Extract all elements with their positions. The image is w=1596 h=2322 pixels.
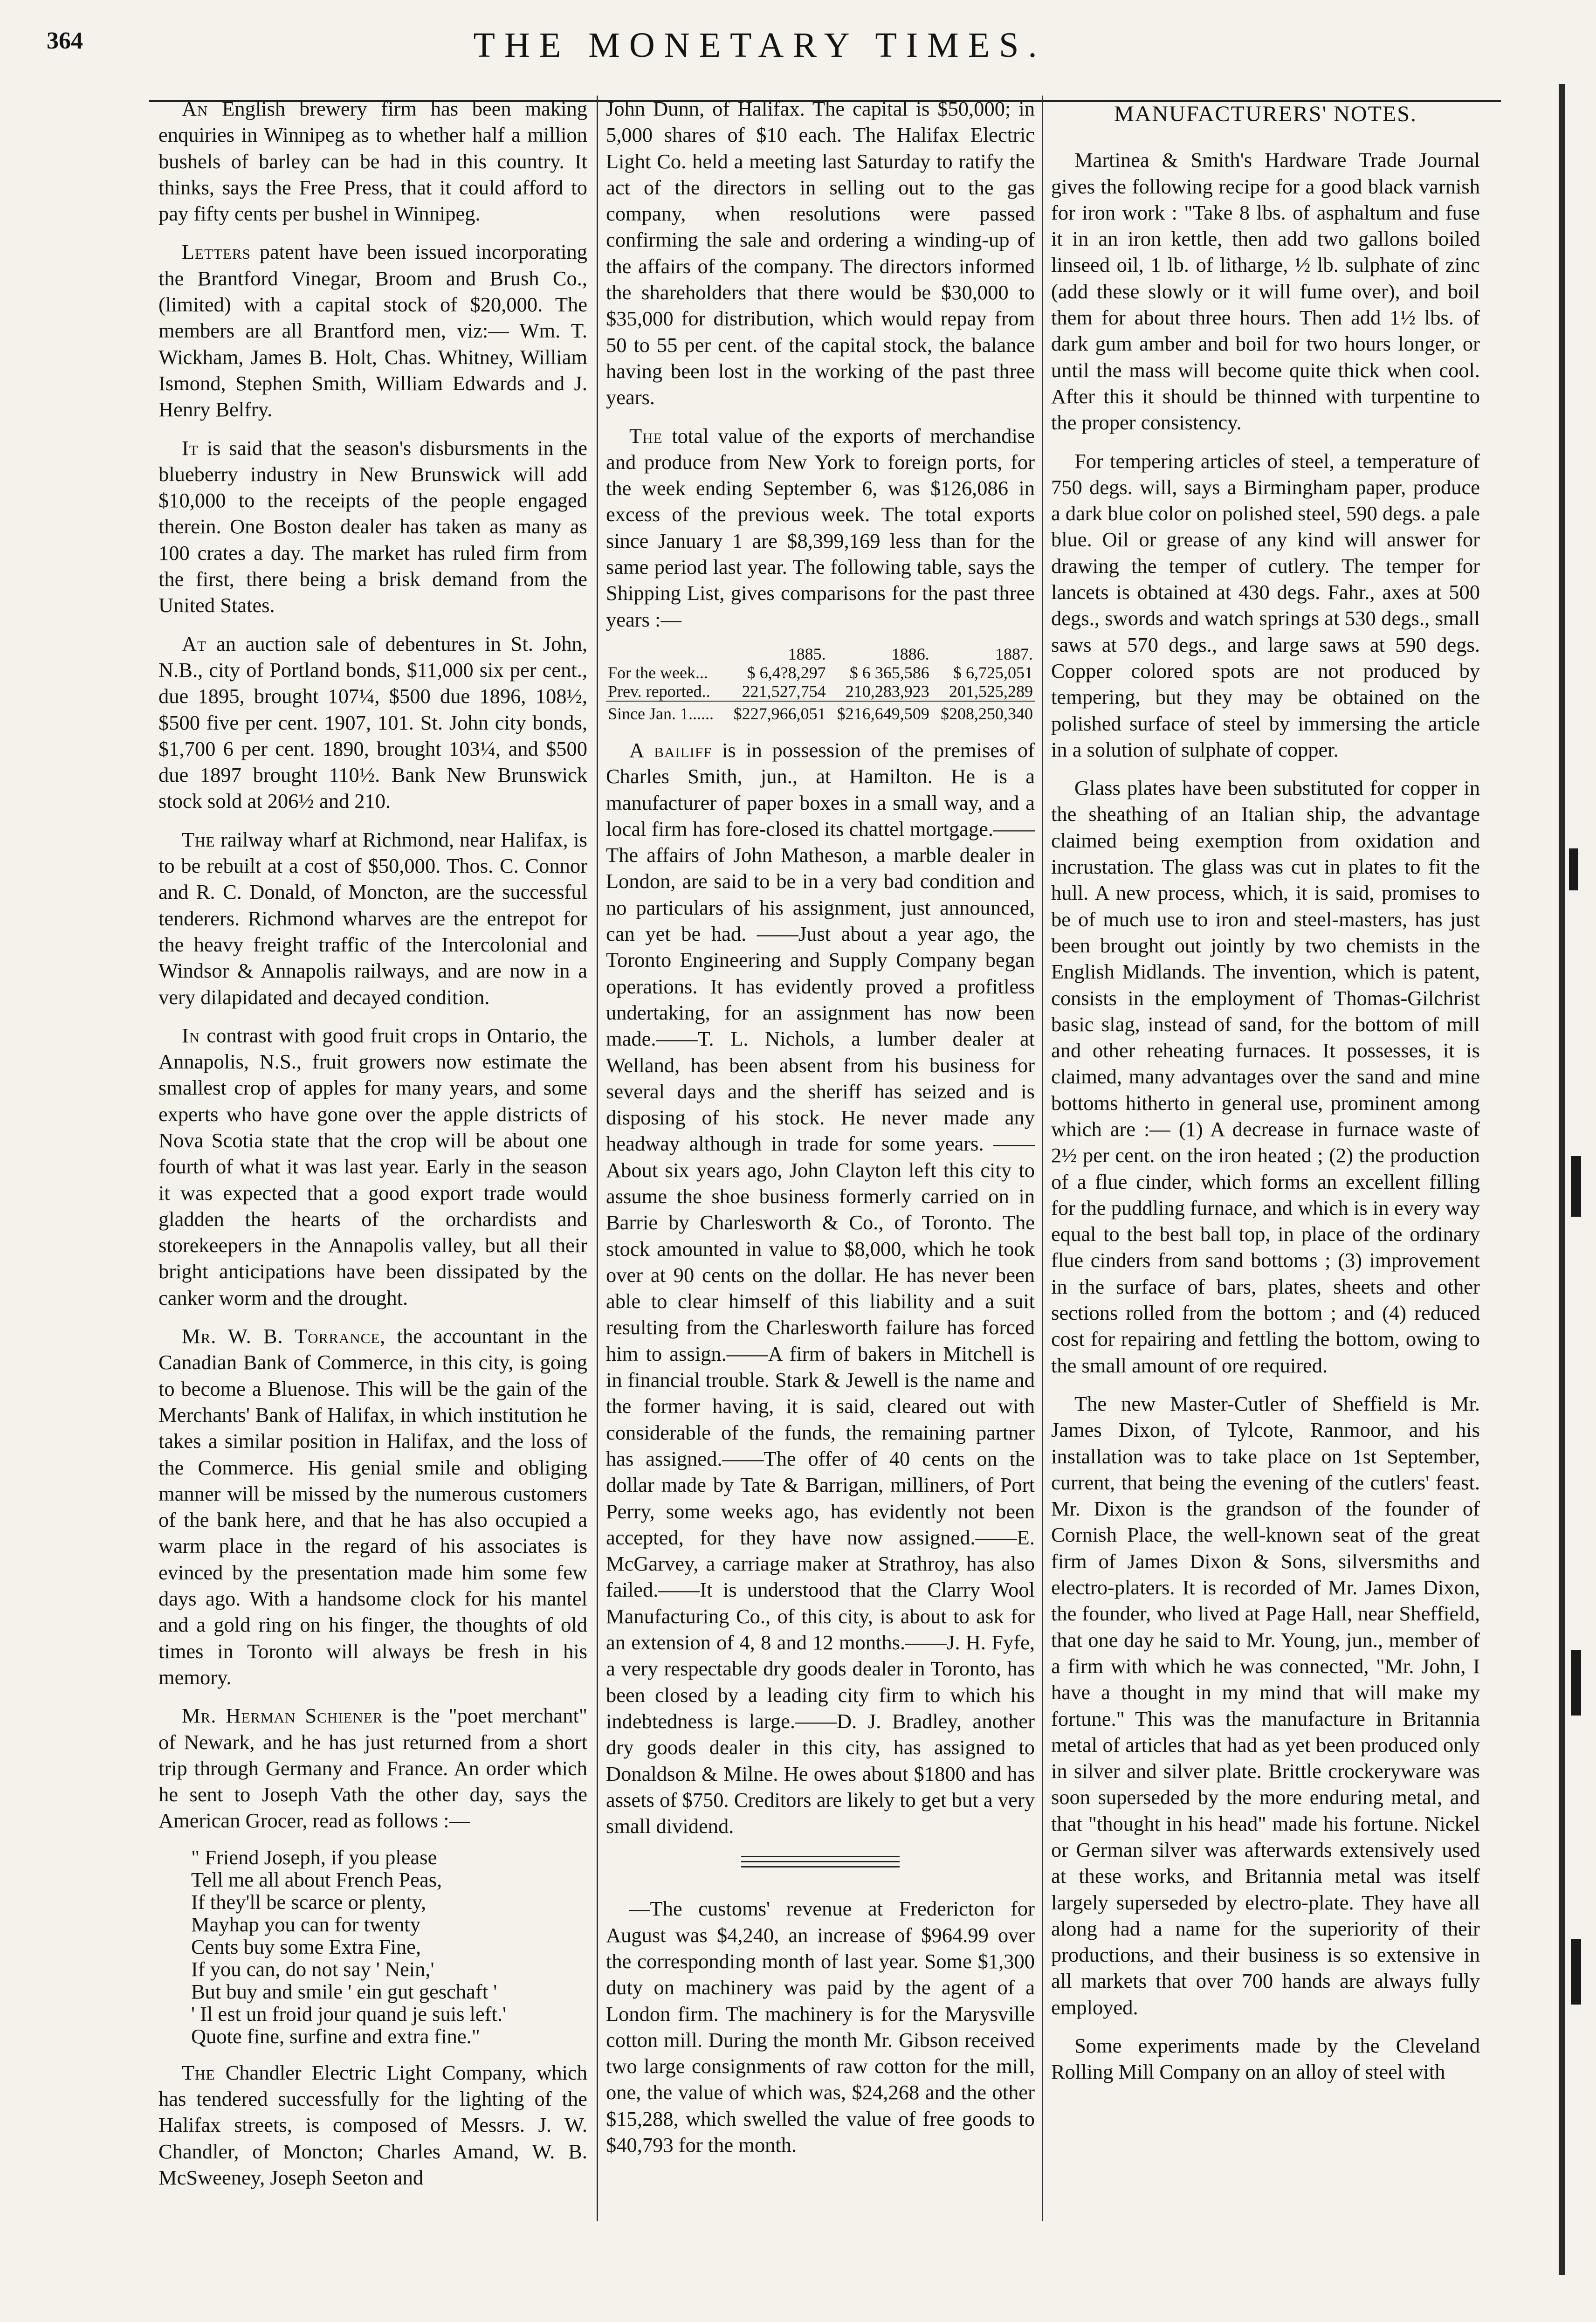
table-row — [606, 663, 1035, 682]
exports-table — [606, 645, 1035, 723]
paragraph — [158, 1022, 587, 1311]
masthead: THE MONETARY TIMES. — [473, 26, 1046, 65]
paragraph: —The customs' revenue at Fredericton for August was $4,240, an increase of $964.99 over the corresponding month of last year. Some $1,300 duty on machinery was paid by the agent of a London firm. The machinery is for the Marysville cotton mill. During the month Mr. Gibson received two large consignments of raw cotton for the mill, one, the value of which was, $24,268 and the other $15,288, which swelled the value of free goods to $40,793 for the month. — [606, 1897, 1035, 2157]
paragraph-text: is in possession of the premises of Charles Smith, jun., at Hamilton. He is a manufacturer of paper boxes in a small way, and a local firm has fore-closed its chattel mortgage.——The affairs of John Matheson, a marble dealer in London, are said to be in a very bad condition and no particulars of his assignment, just announced, can yet be had. ——Just about a year ago, the Toronto Engineering and Supply Company began operations. It has evidently proved a profitless undertaking, for an assignment has now been made.——T. L. Nichols, a lumber dealer at Welland, has been absent from his business for several days and the sheriff has seized and is disposing of his stock. He never made any headway although in trade for some years. ——About six years ago, John Clayton left this city to assume the shoe business formerly carried on in Barrie by Charlesworth & Co., of Toronto. The stock amounted in value to $8,000, which he took over at 90 cents on the dollar. He has never been able to clear himself of this liability and a suit resulting from the Charlesworth failure has forced him to assign.——A firm of bakers in Mitchell is in financial trouble. Stark & Jewell is the name and the former having, it is said, cleared out with considerable of the funds, the remaining partner has assigned.——The offer of 40 cents on the dollar made by Tate & Barrigan, milliners, of Port Perry, some weeks ago, has evidently not been accepted, for they have now assigned.——E. McGarvey, a carriage maker at Strathroy, has also failed.——It is understood that the Clarry Wool Manufacturing Co., of this city, is about to ask for an extension of 4, 8 and 12 months.——J. H. Fyfe, a very respectable dry goods dealer in Toronto, has been closed by a leading city firm to which his indebtedness is large.——D. J. Bradley, another dry goods dealer in this city, has assigned to Donaldson & Milne. He owes about $1800 and has assets of $750. Creditors are likely to get but a very small dividend. — [606, 738, 1035, 1838]
poem-line: ' Il est un froid jour quand je suis left.' — [191, 2002, 506, 2026]
year-header: 1885. — [788, 644, 826, 663]
section-title: MANUFACTURERS' NOTES. — [1114, 102, 1417, 126]
paragraph — [158, 435, 587, 619]
column-divider — [597, 96, 598, 2221]
lead-word: The — [182, 827, 215, 851]
paragraph-text: patent have been issued incorporating the Brantford Vinegar, Broom and Brush Co., (limited) with a capital stock of $20,000. The members are all Brantford men, viz:— Wm. T. Wickham, James B. Holt, Chas. Whitney, William Ismond, Stephen Smith, William Edwards and J. Henry Belfry. — [158, 240, 587, 421]
edge-fragment — [1571, 1939, 1581, 2005]
poem — [191, 1846, 587, 2047]
table-row — [606, 682, 1035, 701]
paragraph — [158, 631, 587, 814]
table-total-row — [606, 701, 1035, 723]
row-label: For the week... — [608, 663, 708, 682]
paragraph: Martinea & Smith's Hardware Trade Journal gives the following recipe for a good black varnish for iron work : "Take 8 lbs. of asphaltum and fuse it in an iron kettle, then add two gallons boiled linseed oil, 1 lb. of litharge, ½ lb. sulphate of zinc (add these slowly or it will fume over), and boil them for about three hours. Then add 1½ lbs. of dark gum amber and boil for two hours longer, or until the mass will become quite thick when cool. After this it should be thinned with turpentine to the proper consistency. — [1051, 148, 1480, 434]
table-header-row — [606, 645, 1035, 663]
table-cell: 221,527,754 — [742, 682, 826, 701]
column-right — [1051, 96, 1480, 2097]
page-number: 364 — [47, 28, 83, 54]
poem-line: Mayhap you can for twenty — [191, 1912, 420, 1936]
lead-word: It — [182, 436, 199, 460]
poem-line: If they'll be scarce or plenty, — [191, 1890, 427, 1914]
row-label: Prev. reported.. — [608, 682, 710, 701]
table-cell: $ 6,4?8,297 — [747, 663, 826, 682]
paragraph-text: the accountant in the Canadian Bank of Commerce, in this city, is going to become a Bluenose. This will be the gain of the Merchants' Bank of Halifax, in which institution he takes a similar position in Halifax, and the loss of the Commerce. His genial smile and obliging manner will be missed by the numerous customers of the bank here, and that he has also occupied a warm place in the regard of his associates is evinced by the presentation made him some few days ago. With a handsome clock for his mantel and a gold ring on his finger, the thoughts of old times in Toronto will always be fresh in his memory. — [158, 1324, 587, 1689]
paragraph: The new Master-Cutler of Sheffield is Mr. James Dixon, of Tylcote, Ranmoor, and his installation was to take place on 1st September, current, that being the evening of the cutlers' feast. Mr. Dixon is the grandson of the founder of Cornish Place, the well-known seat of the great firm of James Dixon & Sons, silversmiths and electro-platers. It is recorded of Mr. James Dixon, the founder, who lived at Page Hall, near Sheffield, that one day he said to Mr. Young, jun., member of a firm with which he was connected, "Mr. John, I have a thought in my mind that will make my fortune." This was the manufacture in Britannia metal of articles that had as yet been produced only in silver and silver plate. Brittle crockeryware was soon superseded by the more enduring metal, and that "thought in his head" made his fortune. Nickel or German silver was afterwards extensively used at these works, and Britannia metal was itself largely superseded by electro-plate. They have all along had a name for the superiority of their productions, and their business is so extensive in all markets that over 700 hands are always fully employed. — [1051, 1392, 1480, 2019]
year-header: 1887. — [995, 644, 1033, 663]
paragraph — [158, 1323, 587, 1690]
table-cell: 201,525,289 — [949, 682, 1033, 701]
paragraph — [158, 2060, 587, 2191]
lead-word: An — [182, 97, 208, 120]
paragraph: John Dunn, of Halifax. The capital is $50,000; in 5,000 shares of $10 each. The Halifax Electric Light Co. held a meeting last Saturday to ratify the act of the directors in selling out to the gas company, when resolutions were passed confirming the sale and ordering a winding-up of the affairs of the company. The directors informed the shareholders that there would be $30,000 to $35,000 for distribution, which would repay from 50 to 55 per cent. of the capital stock, the balance having been lost in the working of the past three years. — [606, 97, 1035, 409]
scan-edge — [1526, 84, 1596, 2275]
row-label: Since Jan. 1...... — [606, 701, 724, 723]
table-cell: $227,966,051 — [724, 701, 827, 723]
lead-word: Mr. Herman Schiener — [182, 1704, 383, 1728]
page-header — [47, 27, 1473, 69]
paragraph: For tempering articles of steel, a temperature of 750 degs. will, says a Birmingham paper, produce a dark blue color on polished steel, 590 degs. a pale blue. Oil or grease of any kind will answer for drawing the temper of cutlery. The temper for lancets is obtained at 430 degs. Fahr., axes at 500 degs., swords and watch springs at 530 degs., small saws at 570 degs., and large saws at 590 degs. Copper colored spots are not produced by tempering, but they may be obtained on the polished surface of steel by immersing the article in a solution of sulphate of copper. — [1051, 449, 1480, 761]
paragraph — [606, 423, 1035, 633]
lead-word: A bailiff — [629, 738, 712, 762]
column-middle — [606, 96, 1035, 2170]
paragraph — [606, 737, 1035, 1839]
poem-line: If you can, do not say ' Nein,' — [191, 1957, 434, 1981]
paragraph — [158, 1702, 587, 1833]
paragraph-text: is the "poet merchant" of Newark, and he has just returned from a short trip through Germany and France. An order which he sent to Joseph Vath the other day, says the American Grocer, read as follows :— — [158, 1704, 588, 1833]
edge-fragment — [1571, 1156, 1581, 1217]
lead-word: At — [182, 632, 207, 655]
table-cell: $208,250,340 — [931, 701, 1035, 723]
section-separator — [741, 1856, 900, 1867]
column-divider — [1042, 96, 1043, 2221]
paragraph-text: Chandler Electric Light Company, which has tendered successfully for the lighting of the Halifax streets, is composed of Messrs. J. W. Chandler, of Moncton; Charles Amand, W. B. McSweeney, Joseph Seeton and — [158, 2060, 587, 2189]
table-cell: $216,649,509 — [828, 701, 931, 723]
lead-word: In — [182, 1023, 200, 1047]
edge-fragment — [1571, 1650, 1581, 1716]
poem-line: But buy and smile ' ein gut geschaft ' — [191, 1979, 497, 2003]
table-cell: 210,283,923 — [845, 682, 929, 701]
lead-word: The — [629, 424, 663, 448]
edge-fragment — [1569, 848, 1578, 890]
lead-word: Letters — [182, 240, 251, 264]
paragraph-text: contrast with good fruit crops in Ontario, the Annapolis, N.S., fruit growers now estimate the smallest crop of apples for many years, and some experts who have gone over the apple districts of Nova Scotia state that the crop will be about one fourth of what it was last year. Early in the season it was expected that a good export trade would gladden the hearts of the orchardists and storekeepers in the Annapolis valley, but all their bright anticipations have been dissipated by the canker worm and the drought. — [158, 1023, 587, 1309]
table-cell: $ 6,725,051 — [953, 663, 1033, 682]
year-header: 1886. — [891, 644, 929, 663]
table-corner — [606, 645, 724, 663]
paragraph-text: total value of the exports of merchandise and produce from New York to foreign ports, for the week ending September 6, was $126,086 in excess of the previous week. The total exports since January 1 are $8,399,169 less than for the same period last year. The following table, says the Shipping List, gives comparisons for the past three years :— — [606, 424, 1035, 631]
paragraph-text: railway wharf at Richmond, near Halifax, is to be rebuilt at a cost of $50,000. Thos. C. Connor and R. C. Donald, of Moncton, are the successful tenderers. Richmond wharves are the entrepot for the heavy freight traffic of the Intercolonial and Windsor & Annapolis railways, and are now in a very dilapidated and decayed condition. — [158, 827, 587, 1009]
paragraph: Some experiments made by the Cleveland Rolling Mill Company on an alloy of steel with — [1051, 2034, 1480, 2084]
poem-line: Cents buy some Extra Fine, — [191, 1935, 421, 1958]
paragraph-text: an auction sale of debentures in St. John, N.B., city of Portland bonds, $11,000 six per cent., due 1895, brought 107¼, $500 due 1896, 108½, $500 five per cent. 1907, 101. St. John city bonds, $1,700 6 per cent. 1890, brought 103¼, and $500 due 1897 brought 110½. Bank New Brunswick stock sold at 206½ and 210. — [158, 632, 587, 813]
poem-line: Tell me all about French Peas, — [191, 1867, 442, 1891]
paragraph: Glass plates have been substituted for copper in the sheathing of an Italian ship, the advantage claimed being exemption from oxidation and incrustation. The glass was cut in plates to fit the hull. A new process, which, it is said, promises to be of much use to iron and steel-masters, has just been brought out jointly by two chemists in the English Midlands. The invention, which is patent, consists in the employment of Thomas-Gilchrist basic slag, instead of sand, for the bottom of mill and other reheating furnaces. It possesses, it is claimed, many advantages over the sand and mine bottoms hitherto in general use, prominent among which are :— (1) A decrease in furnace waste of 2½ per cent. on the iron heated ; (2) the production of a flue cinder, which forms an excellent filling for the puddling furnace, and which is in every way equal to the best ball top, in place of the ordinary flue cinders from sand bottoms ; (3) improvement in the surface of bars, plates, sheets and other sections rolled from the bottom ; and (4) reduced cost for repairing and fettling the bottom, owing to the small amount of ore required. — [1051, 776, 1480, 1377]
lead-word: The — [182, 2060, 215, 2084]
poem-line: Quote fine, surfine and extra fine." — [191, 2024, 480, 2048]
binding-edge — [1559, 84, 1565, 2275]
column-left — [158, 96, 587, 2203]
lead-word: Mr. W. B. Torrance, — [182, 1324, 386, 1348]
paragraph — [158, 96, 587, 227]
paragraph — [158, 239, 587, 422]
paragraph-text: English brewery firm has been making enquiries in Winnipeg as to whether half a million bushels of barley can be had in this country. It thinks, says the Free Press, that it could afford to pay fifty cents per bushel in Winnipeg. — [158, 97, 587, 226]
poem-line: " Friend Joseph, if you please — [191, 1845, 437, 1869]
paragraph-text: is said that the season's disbursments in the blueberry industry in New Brunswick will add $10,000 to the receipts of the people engaged therein. One Boston dealer has taken as many as 100 crates a day. The market has ruled firm from the first, there being a brisk demand from the United States. — [158, 436, 587, 617]
paragraph — [158, 827, 587, 1010]
table-cell: $ 6 365,586 — [849, 663, 929, 682]
